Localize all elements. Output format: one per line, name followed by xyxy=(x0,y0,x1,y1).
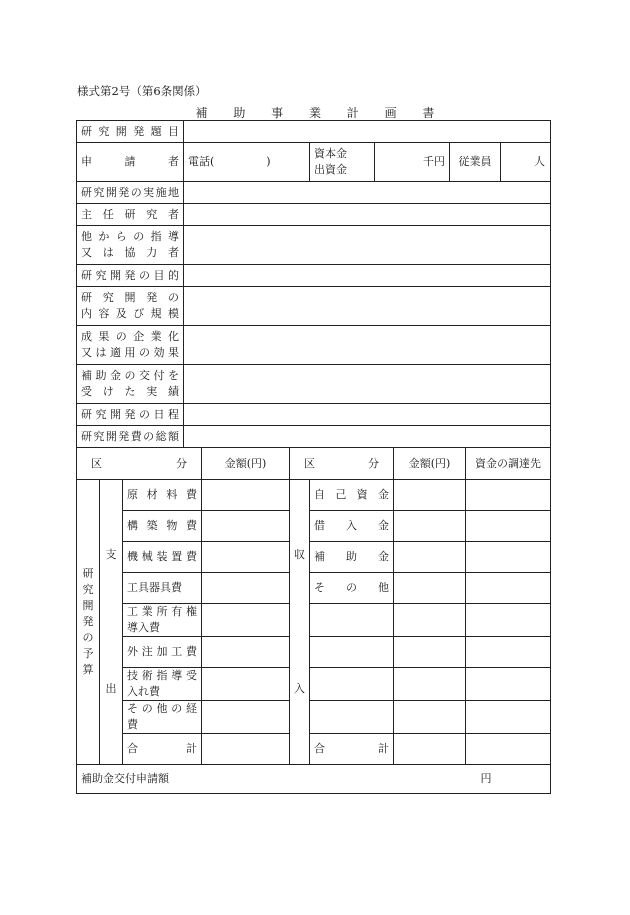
header-amount-expense: 金額(円) xyxy=(202,448,290,480)
income-total-amount[interactable] xyxy=(394,734,466,765)
budget-row xyxy=(77,668,551,701)
income-amount[interactable] xyxy=(394,542,466,573)
field-capital[interactable]: 千円 xyxy=(375,143,450,182)
label-schedule: 研究開発の日程 xyxy=(77,404,184,426)
row-theme xyxy=(77,121,551,143)
field-effect[interactable] xyxy=(184,326,551,365)
row-effect xyxy=(77,326,551,365)
fund-source[interactable] xyxy=(466,701,551,734)
expense-item: 原材料費 xyxy=(123,480,202,511)
income-item: その他 xyxy=(310,573,394,604)
label-subsidy-request: 補助金交付申請額 xyxy=(81,772,169,785)
field-applicant-tel[interactable] xyxy=(184,143,310,182)
label-purpose: 研究開発の目的 xyxy=(77,265,184,287)
row-total xyxy=(77,426,551,448)
expense-item: 技術指導受 入れ費 xyxy=(123,668,202,701)
expense-amount[interactable] xyxy=(202,604,290,637)
budget-row xyxy=(77,542,551,573)
budget-total-row xyxy=(77,734,551,765)
income-item xyxy=(310,637,394,668)
fund-source[interactable] xyxy=(466,573,551,604)
budget-row xyxy=(77,511,551,542)
budget-row xyxy=(77,604,551,637)
plan-form-table xyxy=(76,120,551,794)
fund-source[interactable] xyxy=(466,637,551,668)
budget-header xyxy=(77,448,551,480)
expense-item: 機械装置費 xyxy=(123,542,202,573)
row-content xyxy=(77,287,551,326)
header-fund-source: 資金の調達先 xyxy=(466,448,551,480)
row-subsidy-request xyxy=(77,765,551,794)
field-location[interactable] xyxy=(184,182,551,204)
expense-item: 工具器具費 xyxy=(123,573,202,604)
label-content: 研究開発の 内容及び規模 xyxy=(77,287,184,326)
expense-amount[interactable] xyxy=(202,701,290,734)
field-total[interactable] xyxy=(184,426,551,448)
label-effect: 成果の企業化 又は適用の効果 xyxy=(77,326,184,365)
budget-row xyxy=(77,480,551,511)
income-amount[interactable] xyxy=(394,511,466,542)
label-record: 補助金の交付を 受けた実績 xyxy=(77,365,184,404)
label-advisor: 他からの指導 又は協力者 xyxy=(77,226,184,265)
income-amount[interactable] xyxy=(394,604,466,637)
income-amount[interactable] xyxy=(394,701,466,734)
label-expenses-vertical: 支 出 xyxy=(100,480,123,765)
fund-source[interactable] xyxy=(466,604,551,637)
form-number: 様式第2号（第6条関係） xyxy=(77,84,207,98)
field-purpose[interactable] xyxy=(184,265,551,287)
label-employees: 従業員 xyxy=(450,143,501,181)
expense-amount[interactable] xyxy=(202,668,290,701)
field-advisor[interactable] xyxy=(184,226,551,265)
income-item: 自己資金 xyxy=(310,480,394,511)
header-category-expense: 区 分 xyxy=(77,448,202,480)
expense-amount[interactable] xyxy=(202,573,290,604)
income-item xyxy=(310,604,394,637)
row-schedule xyxy=(77,404,551,426)
field-theme[interactable] xyxy=(184,121,551,143)
income-amount[interactable] xyxy=(394,637,466,668)
expense-amount[interactable] xyxy=(202,542,290,573)
row-location xyxy=(77,182,551,204)
income-item: 借入金 xyxy=(310,511,394,542)
label-capital: 資本金 出資金 xyxy=(310,143,375,182)
row-advisor xyxy=(77,226,551,265)
tel-close: ) xyxy=(266,155,271,168)
expense-total-label: 合 計 xyxy=(123,734,202,765)
field-employees[interactable]: 従業員 人 xyxy=(450,143,551,182)
income-total-label: 合 計 xyxy=(310,734,394,765)
expense-item: 構築物費 xyxy=(123,511,202,542)
income-item xyxy=(310,701,394,734)
income-item xyxy=(310,668,394,701)
label-research-budget-vertical: 研 究 開 発 の 予 算 xyxy=(77,480,100,765)
row-applicant xyxy=(77,143,551,182)
row-record xyxy=(77,365,551,404)
label-theme: 研究開発題目 xyxy=(77,121,184,143)
label-applicant: 申 請 者 xyxy=(77,143,184,182)
document-title: 補 助 事 業 計 画 書 xyxy=(195,106,446,120)
income-amount[interactable] xyxy=(394,573,466,604)
row-purpose xyxy=(77,265,551,287)
fund-source[interactable] xyxy=(466,734,551,765)
field-researcher[interactable] xyxy=(184,204,551,226)
field-record[interactable] xyxy=(184,365,551,404)
income-item: 補助金 xyxy=(310,542,394,573)
income-amount[interactable] xyxy=(394,480,466,511)
expense-item: 外注加工費 xyxy=(123,637,202,668)
field-schedule[interactable] xyxy=(184,404,551,426)
budget-row xyxy=(77,637,551,668)
field-content[interactable] xyxy=(184,287,551,326)
fund-source[interactable] xyxy=(466,480,551,511)
row-researcher xyxy=(77,204,551,226)
expense-item: 工業所有権 導入費 xyxy=(123,604,202,637)
expense-item: その他の経 費 xyxy=(123,701,202,734)
budget-row xyxy=(77,701,551,734)
label-income-vertical: 収 入 xyxy=(290,480,310,765)
expense-amount[interactable] xyxy=(202,511,290,542)
fund-source[interactable] xyxy=(466,668,551,701)
expense-amount[interactable] xyxy=(202,637,290,668)
label-location: 研究開発の実施地 xyxy=(77,182,184,204)
fund-source[interactable] xyxy=(466,511,551,542)
tel-label: 電話( xyxy=(188,155,215,168)
income-amount[interactable] xyxy=(394,668,466,701)
expense-total-amount[interactable] xyxy=(202,734,290,765)
fund-source[interactable] xyxy=(466,542,551,573)
label-researcher: 主任研究者 xyxy=(77,204,184,226)
subsidy-unit: 円 xyxy=(480,772,492,785)
header-amount-income: 金額(円) xyxy=(394,448,466,480)
label-total: 研究開発費の総額 xyxy=(77,426,184,448)
header-category-income: 区 分 xyxy=(290,448,394,480)
field-subsidy-request[interactable] xyxy=(77,765,551,794)
expense-amount[interactable] xyxy=(202,480,290,511)
budget-row xyxy=(77,573,551,604)
